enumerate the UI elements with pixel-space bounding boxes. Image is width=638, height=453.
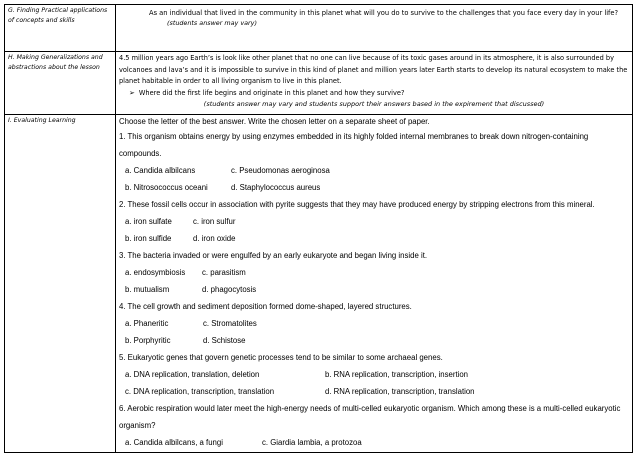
quiz-option: a. Phaneritic — [125, 319, 169, 328]
quiz-option: a. Candida albilcans, a fungi — [125, 438, 223, 447]
quiz-options-row — [119, 213, 629, 230]
quiz-options-row — [119, 332, 629, 349]
quiz-option: a. endosymbiosis — [125, 268, 186, 277]
quiz-option: c. parasitism — [202, 268, 246, 277]
quiz-option: c. Giardia lambia, a protozoa — [262, 438, 362, 447]
quiz-option: b. Nitrosococcus oceani — [125, 183, 208, 192]
quiz-question-3: 3. The bacteria invaded or were engulfed by an early eukaryote and began living inside it. — [119, 251, 428, 260]
row-practical-applications — [5, 5, 633, 52]
lesson-plan-table — [4, 4, 633, 453]
practical-applications-note: (students answer may vary) — [167, 19, 257, 27]
quiz-option: a. iron sulfate — [125, 217, 172, 226]
quiz-question-6: 6. Aerobic respiration would later meet the high-energy needs of multi-celled eukaryotic organism. Which among these is a multi-celled eukaryotic organism? — [119, 404, 621, 430]
quiz-question-1: 1. This organism obtains energy by using enzymes embedded in its highly folded internal membranes to break down nitrogen-containing compounds. — [119, 132, 589, 158]
quiz-option: d. phagocytosis — [202, 285, 257, 294]
quiz-option: c. DNA replication, transcription, translation — [125, 387, 275, 396]
quiz-option: c. Pseudomonas aeroginosa — [231, 166, 330, 175]
quiz-options-row — [119, 230, 629, 247]
quiz-option: d. iron oxide — [193, 234, 236, 243]
row-label-generalizations: H. Making Generalizations and abstractions about the lesson — [5, 52, 116, 115]
quiz-option: a. Candida albilcans — [125, 166, 196, 175]
quiz-question-5: 5. Eukaryotic genes that govern genetic processes tend to be similar to some archaeal genes. — [119, 353, 443, 362]
quiz-question-2: 2. These fossil cells occur in association with pyrite suggests that they may have produced energy by stripping electrons from this mineral. — [119, 200, 595, 209]
quiz-option: d. Schistose — [203, 336, 246, 345]
quiz-options-row — [119, 315, 629, 332]
quiz-options-row — [119, 366, 629, 383]
quiz-option: d. Staphylococcus aureus — [231, 183, 321, 192]
quiz-option: d. RNA replication, transcription, translation — [325, 387, 475, 396]
quiz-option: b. iron sulfide — [125, 234, 172, 243]
generalizations-question-text: Where did the first life begins and originate in this planet and how they survive? — [138, 88, 405, 97]
arrow-bullet-icon: ➢ — [129, 88, 135, 97]
practical-applications-content — [116, 5, 633, 52]
quiz-instruction: Choose the letter of the best answer. Write the chosen letter on a separate sheet of paper. — [119, 117, 430, 126]
evaluating-learning-content — [116, 115, 633, 453]
quiz-options-row — [119, 162, 629, 179]
quiz-option: c. iron sulfur — [193, 217, 236, 226]
row-label-evaluating-learning: I. Evaluating Learning — [5, 115, 116, 453]
row-generalizations — [5, 52, 633, 115]
row-label-practical-applications: G. Finding Practical applications of concepts and skills — [5, 5, 116, 52]
quiz-option: b. Porphyritic — [125, 336, 171, 345]
row-evaluating-learning — [5, 115, 633, 453]
generalizations-content — [116, 52, 633, 115]
quiz-question-4: 4. The cell growth and sediment deposition formed dome-shaped, layered structures. — [119, 302, 412, 311]
quiz-options-row — [119, 264, 629, 281]
generalizations-paragraph: 4.5 million years ago Earth’s is look like other planet that no one can live because of its toxic gases around in its atmosphere, it is also surrounded by volcanoes and lava’s and it is impossible to survive in this kind of planet and million years later Earth starts to develop its natural ecosystem to make the planet habitable in order to all living organism to live in this planet. — [119, 54, 628, 86]
quiz-options-row — [119, 383, 629, 400]
quiz-option: c. Stromatolites — [203, 319, 257, 328]
generalizations-question — [119, 88, 629, 100]
quiz-options-row — [119, 281, 629, 298]
practical-applications-question: As an individual that lived in the community in this planet what will you do to survive to the challenges that you face every day in your life? — [149, 9, 619, 17]
quiz-options-row — [119, 434, 629, 451]
quiz-option: a. DNA replication, translation, deletion — [125, 370, 260, 379]
generalizations-note: (students answer may vary and students support their answers based in the expirement that discussed) — [203, 100, 545, 109]
quiz-option: b. mutualism — [125, 285, 170, 294]
quiz-options-row — [119, 179, 629, 196]
quiz-option: b. RNA replication, transcription, insertion — [325, 370, 469, 379]
